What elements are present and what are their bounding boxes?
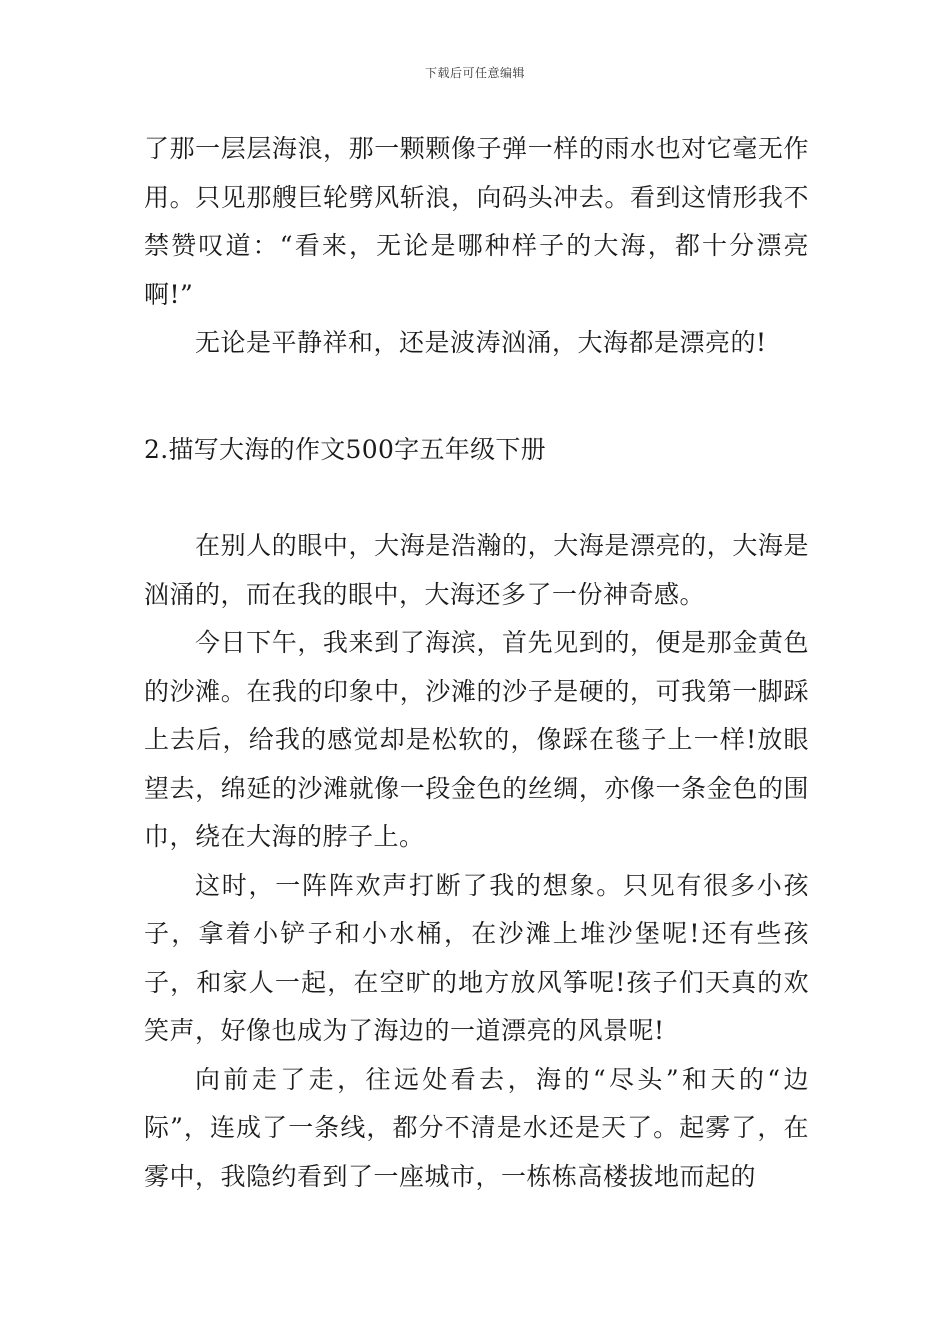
paragraph-2: 今日下午，我来到了海滨，首先见到的，便是那金黄色的沙滩。在我的印象中，沙滩的沙子是硬的，可我第一脚踩上去后，给我的感觉却是松软的，像踩在毯子上一样!放眼望去，绵延的沙滩就像一段金色的丝绸，亦像一条金色的围巾，绕在大海的脖子上。 <box>144 628 809 851</box>
section-2-text <box>144 522 809 1201</box>
page-header: 下载后可任意编辑 <box>424 66 525 80</box>
paragraph-4: 向前走了走，往远处看去，海的“尽头”和天的“边际”，连成了一条线，都分不清是水还是天了。起雾了，在雾中，我隐约看到了一座城市，一栋栋高楼拔地而起的 <box>144 1064 809 1191</box>
section-1-text <box>144 125 809 368</box>
paragraph-3: 这时，一阵阵欢声打断了我的想象。只见有很多小孩子，拿着小铲子和小水桶，在沙滩上堆沙堡呢!还有些孩子，和家人一起，在空旷的地方放风筝呢!孩子们天真的欢笑声，好像也成为了海边的一道漂亮的风景呢! <box>144 870 809 1045</box>
paragraph-continued: 了那一层层海浪，那一颗颗像子弹一样的雨水也对它毫无作用。只见那艘巨轮劈风斩浪，向码头冲去。看到这情形我不禁赞叹道：“看来，无论是哪种样子的大海，都十分漂亮啊!” <box>144 134 809 309</box>
paragraph-conclusion: 无论是平静祥和，还是波涛汹涌，大海都是漂亮的! <box>195 328 767 357</box>
essay-heading: 2.描写大海的作文500字五年级下册 <box>144 435 546 464</box>
paragraph-1: 在别人的眼中，大海是浩瀚的，大海是漂亮的，大海是汹涌的，而在我的眼中，大海还多了一份神奇感。 <box>144 531 809 609</box>
